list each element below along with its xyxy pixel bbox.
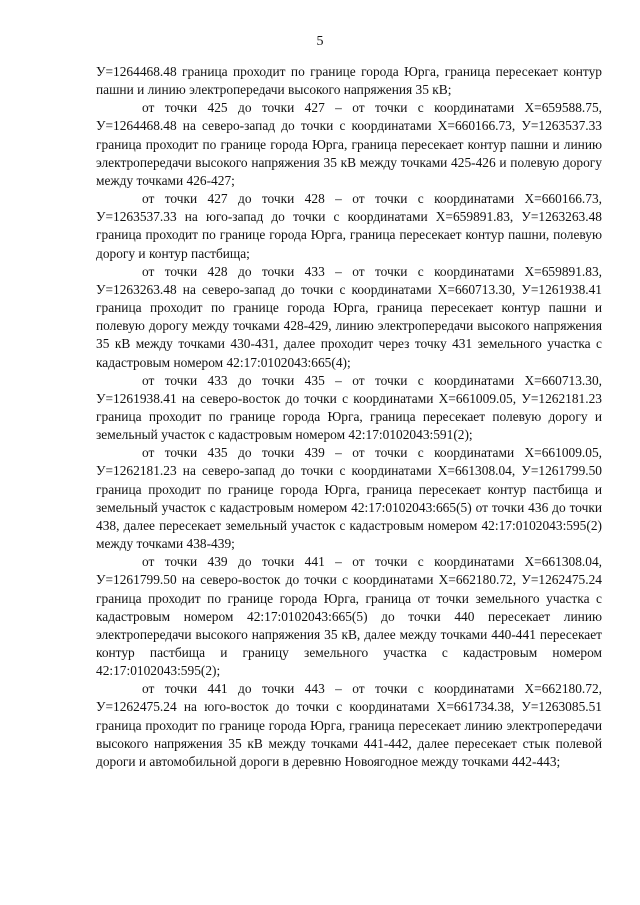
paragraph-segment-428-433: от точки 428 до точки 433 – от точки с координатами Х=659891.83, У=1263263.48 на северо-запад до точки с координатами Х=660713.30, У=1261938.41 граница проходит по границе города Юрга, граница пересекает контур пашни и полевую дорогу между точками 428-429, линию электропередачи высокого напряжения 35 кВ между точками 430-431, далее проходит через точку 431 земельного участка с кадастровым номером 42:17:0102043:665(4); <box>96 263 602 370</box>
document-body <box>96 63 602 771</box>
paragraph-segment-441-443: от точки 441 до точки 443 – от точки с координатами Х=662180.72, У=1262475.24 на юго-восток до точки с координатами Х=661734.38, У=1263085.51 граница проходит по границе города Юрга, граница пересекает линию электропередачи высокого напряжения 35 кВ между точками 441-442, далее пересекает стык полевой дороги и автомобильной дороги в деревню Новоягодное между точками 442-443; <box>96 681 602 769</box>
paragraph-continuation: У=1264468.48 граница проходит по границе города Юрга, граница пересекает контур пашни и линию электропередачи высокого напряжения 35 кВ; <box>96 64 602 98</box>
page-number: 5 <box>316 34 324 49</box>
paragraph-segment-439-441: от точки 439 до точки 441 – от точки с координатами Х=661308.04, У=1261799.50 на северо-восток до точки с координатами Х=662180.72, У=1262475.24 граница проходит по границе города Юрга, граница от точки земельного участка с кадастровым номером 42:17:0102043:665(5) до точки 440 пересекает линию электропередачи высокого напряжения 35 кВ, далее между точками 440-441 пересекает контур пастбища и границу земельного участка с кадастровым номером 42:17:0102043:595(2); <box>96 554 602 679</box>
paragraph-segment-433-435: от точки 433 до точки 435 – от точки с координатами Х=660713.30, У=1261938.41 на северо-восток до точки с координатами Х=661009.05, У=1262181.23 граница проходит по границе города Юрга, граница пересекает полевую дорогу и земельный участок с кадастровым номером 42:17:0102043:591(2); <box>96 372 602 443</box>
paragraph-segment-425-427: от точки 425 до точки 427 – от точки с координатами Х=659588.75, У=1264468.48 на северо-запад до точки с координатами Х=660166.73, У=1263537.33 граница проходит по границе города Юрга, граница пересекает контур пашни и линию электропередачи высокого напряжения 35 кВ между точками 425-426 и полевую дорогу между точками 426-427; <box>96 100 602 188</box>
paragraph-segment-427-428: от точки 427 до точки 428 – от точки с координатами Х=660166.73, У=1263537.33 на юго-запад до точки с координатами Х=659891.83, У=1263263.48 граница проходит по границе города Юрга, граница пересекает контур пашни, полевую дорогу и контур пастбища; <box>96 191 602 261</box>
paragraph-segment-435-439: от точки 435 до точки 439 – от точки с координатами Х=661009.05, У=1262181.23 на северо-запад до точки с координатами Х=661308.04, У=1261799.50 граница проходит по границе города Юрга, граница пересекает контур пастбища и земельный участок с кадастровым номером 42:17:0102043:665(5) от точки 436 до точки 438, далее пересекает земельный участок с кадастровым номером 42:17:0102043:595(2) между точками 438-439; <box>96 445 602 552</box>
